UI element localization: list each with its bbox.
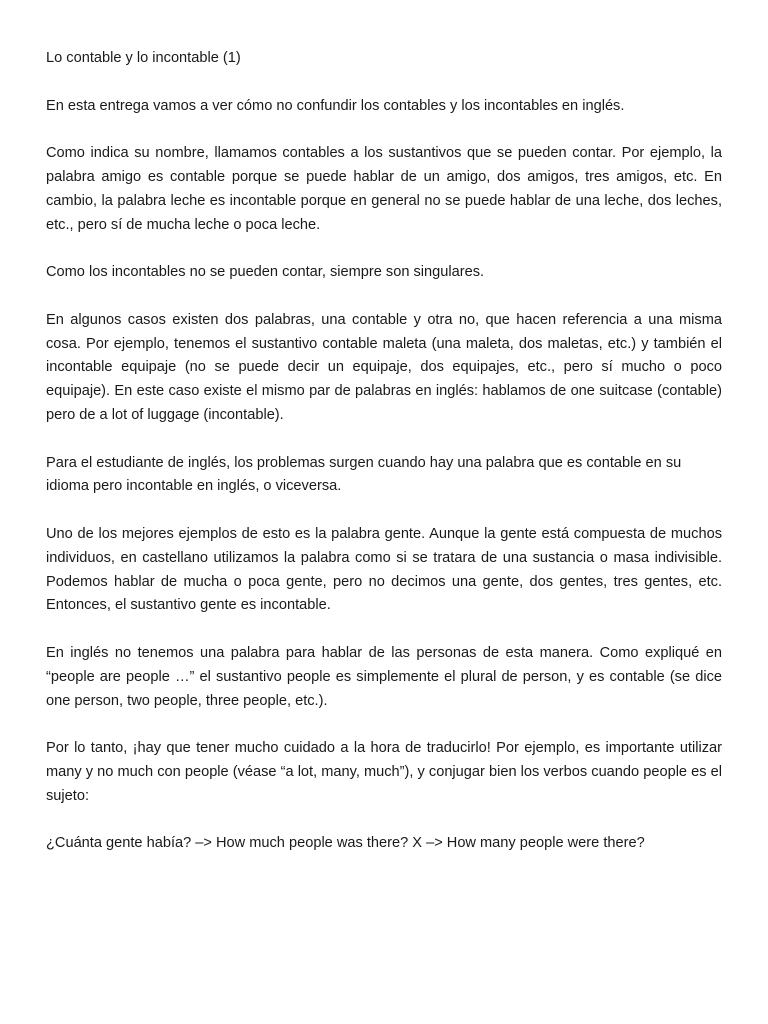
paragraph-intro: En esta entrega vamos a ver cómo no confundir los contables y los incontables en inglés. bbox=[46, 97, 625, 114]
document-title: Lo contable y lo incontable (1) bbox=[46, 50, 241, 66]
paragraph-singular: Como los incontables no se pueden contar, siempre son singulares. bbox=[46, 264, 485, 281]
paragraph-example-sentence: ¿Cuánta gente había? –> How much people was there? X –> How many people were there? bbox=[46, 835, 645, 852]
paragraph-people-english: En inglés no tenemos una palabra para hablar de las personas de esta manera. Como expliqué en “people are people …” el sustantivo people es simplemente el plural de person, y es contable (se dice one person, two people, three people, etc.). bbox=[46, 644, 722, 709]
document-page bbox=[46, 47, 722, 880]
paragraph-gente-example: Uno de los mejores ejemplos de esto es la palabra gente. Aunque la gente está compuesta de muchos individuos, en castellano utilizamos la palabra como si se tratara de una sustancia o masa indivisible. Podemos hablar de mucha o poca gente, pero no decimos una gente, dos gentes, tres gentes, etc. Entonces, el sustantivo gente es incontable. bbox=[46, 525, 722, 614]
paragraph-student-problems: Para el estudiante de inglés, los problemas surgen cuando hay una palabra que es contable en su idioma pero incontable en inglés, o viceversa. bbox=[46, 454, 682, 495]
paragraph-careful-translation: Por lo tanto, ¡hay que tener mucho cuidado a la hora de traducirlo! Por ejemplo, es importante utilizar many y no much con people (véase “a lot, many, much”), y conjugar bien los verbos cuando people es el sujeto: bbox=[46, 740, 722, 804]
paragraph-definition: Como indica su nombre, llamamos contables a los sustantivos que se pueden contar. Por ejemplo, la palabra amigo es contable porque se puede hablar de un amigo, dos amigos, tres amigos, etc. En cambio, la palabra leche es incontable porque en general no se puede hablar de una leche, dos leches, etc., pero sí de mucha leche o poca leche. bbox=[46, 145, 722, 233]
paragraph-two-words: En algunos casos existen dos palabras, una contable y otra no, que hacen referencia a una misma cosa. Por ejemplo, tenemos el sustantivo contable maleta (una maleta, dos maletas, etc.) y también el incontable equipaje (no se puede decir un equipaje, dos equipajes, etc., pero sí mucho o poco equipaje). En este caso existe el mismo par de palabras en inglés: hablamos de one suitcase (contable) pero de a lot of luggage (incontable). bbox=[46, 311, 722, 423]
